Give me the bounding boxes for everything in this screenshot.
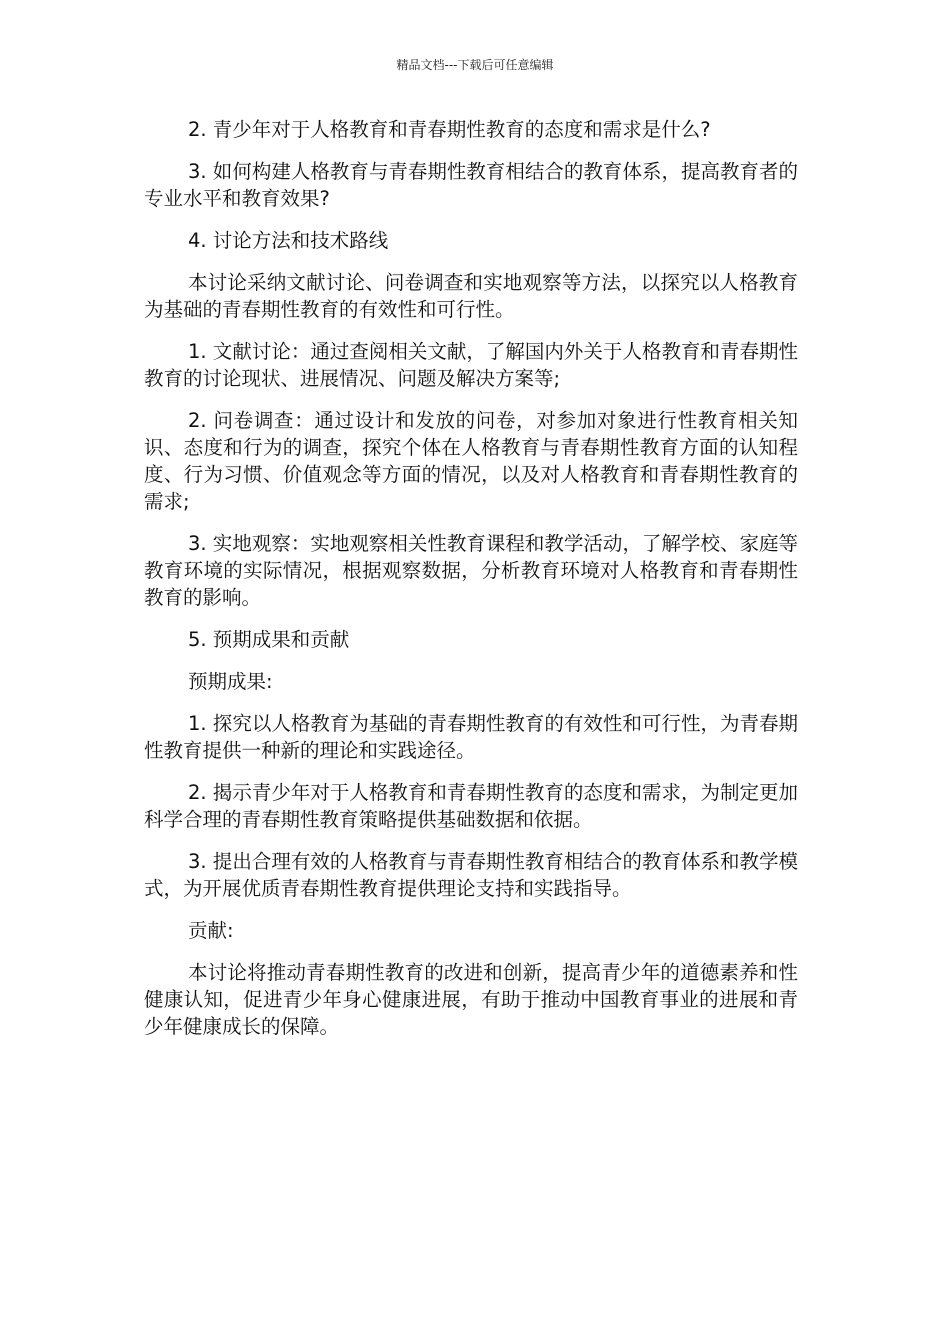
paragraph-method-observation: 3. 实地观察：实地观察相关性教育课程和教学活动，了解学校、家庭等教育环境的实际情况，根据观察数据，分析教育环境对人格教育和青春期性教育的影响。 <box>144 532 798 609</box>
section-heading-methods: 4. 讨论方法和技术路线 <box>188 229 389 252</box>
paragraph-outcome-2: 2. 揭示青少年对于人格教育和青春期性教育的态度和需求，为制定更加科学合理的青春期性教育策略提供基础数据和依据。 <box>144 781 798 831</box>
paragraph-outcome-3: 3. 提出合理有效的人格教育与青春期性教育相结合的教育体系和教学模式，为开展优质青春期性教育提供理论支持和实践指导。 <box>144 850 798 900</box>
subheading-expected-outcomes: 预期成果: <box>188 670 273 693</box>
paragraph-question-2: 2. 青少年对于人格教育和青春期性教育的态度和需求是什么? <box>188 118 711 141</box>
document-body <box>144 116 798 1055</box>
subheading-contribution: 贡献: <box>188 919 234 942</box>
paragraph-methods-intro: 本讨论采纳文献讨论、问卷调查和实地观察等方法，以探究以人格教育为基础的青春期性教育的有效性和可行性。 <box>144 271 798 321</box>
paragraph-outcome-1: 1. 探究以人格教育为基础的青春期性教育的有效性和可行性，为青春期性教育提供一种新的理论和实践途径。 <box>144 712 798 762</box>
paragraph-contribution: 本讨论将推动青春期性教育的改进和创新，提高青少年的道德素养和性健康认知，促进青少年身心健康进展，有助于推动中国教育事业的进展和青少年健康成长的保障。 <box>144 961 798 1038</box>
page-header: 精品文档---下载后可任意编辑 <box>396 58 554 72</box>
paragraph-method-survey: 2. 问卷调查：通过设计和发放的问卷，对参加对象进行性教育相关知识、态度和行为的调查，探究个体在人格教育与青春期性教育方面的认知程度、行为习惯、价值观念等方面的情况，以及对人格教育和青春期性教育的需求; <box>144 409 798 513</box>
paragraph-method-literature: 1. 文献讨论：通过查阅相关文献，了解国内外关于人格教育和青春期性教育的讨论现状、进展情况、问题及解决方案等; <box>144 340 798 390</box>
section-heading-outcomes: 5. 预期成果和贡献 <box>188 628 350 651</box>
paragraph-question-3: 3. 如何构建人格教育与青春期性教育相结合的教育体系，提高教育者的专业水平和教育效果? <box>144 160 798 210</box>
